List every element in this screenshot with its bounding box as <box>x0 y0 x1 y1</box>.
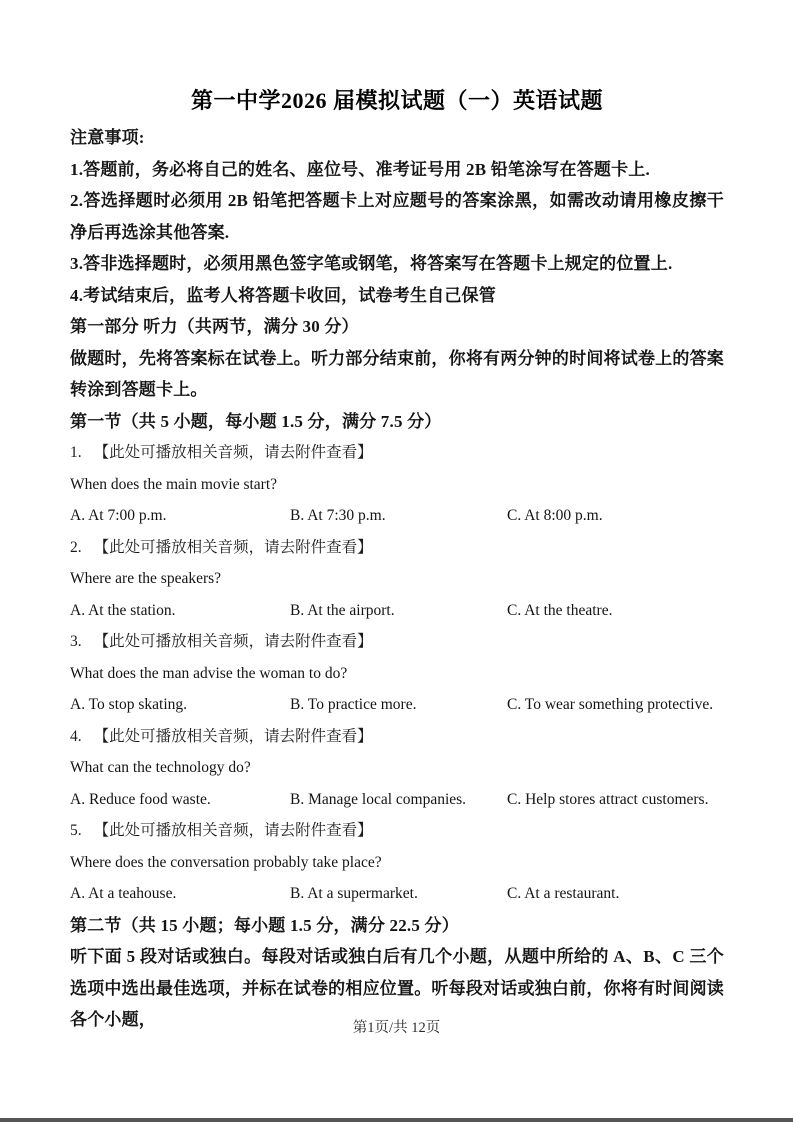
option-c: C. Help stores attract customers. <box>507 790 709 808</box>
question-block-2 <box>70 532 724 627</box>
audio-placeholder: 【此处可播放相关音频，请去附件查看】 <box>93 727 373 745</box>
question-4-options <box>70 784 724 816</box>
part1-intro: 做题时，先将答案标在试卷上。听力部分结束前，你将有两分钟的时间将试卷上的答案转涂到答题卡上。 <box>70 348 724 399</box>
audio-placeholder: 【此处可播放相关音频，请去附件查看】 <box>93 633 373 650</box>
option-a: A. At the station. <box>70 601 176 619</box>
question-3-text: What does the man advise the woman to do? <box>70 664 348 682</box>
notice-item-4: 4.考试结束后，监考人将答题卡收回，试卷考生自己保管 <box>70 285 496 305</box>
question-1-options <box>70 500 724 532</box>
question-5-number: 5. <box>70 822 82 839</box>
option-a: A. At a teahouse. <box>70 885 177 902</box>
option-b: B. At a supermarket. <box>290 885 418 902</box>
question-1-audio-line <box>70 437 724 469</box>
option-c: C. At 8:00 p.m. <box>507 507 603 524</box>
question-5-audio-line <box>70 815 724 847</box>
question-1-number: 1. <box>70 444 82 461</box>
audio-placeholder: 【此处可播放相关音频，请去附件查看】 <box>93 538 373 556</box>
option-a: A. Reduce food waste. <box>70 790 211 808</box>
option-c: C. At a restaurant. <box>507 885 620 902</box>
audio-placeholder: 【此处可播放相关音频，请去附件查看】 <box>93 822 373 839</box>
question-2-audio-line <box>70 532 724 564</box>
option-a: A. At 7:00 p.m. <box>70 507 167 524</box>
question-4-number: 4. <box>70 727 82 745</box>
question-block-1 <box>70 437 724 532</box>
notice-item-1: 1.答题前，务必将自己的姓名、座位号、准考证号用 2B 铅笔涂写在答题卡上. <box>70 159 650 179</box>
option-b: B. Manage local companies. <box>290 790 467 808</box>
question-3-audio-line <box>70 626 724 658</box>
section2-intro: 听下面 5 段对话或独白。每段对话或独白后有几个小题，从题中所给的 A、B、C 三个选项中选出最佳选项，并标在试卷的相应位置。听每段对话或独白前，你将有时间阅读各个小题， <box>70 947 724 1029</box>
question-2-number: 2. <box>70 538 82 556</box>
question-2-text: Where are the speakers? <box>70 570 222 587</box>
page-title: 第一中学2026 届模拟试题（一）英语试题 <box>190 88 603 113</box>
question-block-4 <box>70 721 724 816</box>
audio-placeholder: 【此处可播放相关音频，请去附件查看】 <box>93 444 373 461</box>
section2-heading: 第二节（共 15 小题；每小题 1.5 分，满分 22.5 分） <box>70 915 459 935</box>
option-c: C. At the theatre. <box>507 601 613 619</box>
notice-heading: 注意事项: <box>70 128 145 147</box>
notice-item-3: 3.答非选择题时，必须用黑色签字笔或钢笔，将答案写在答题卡上规定的位置上. <box>70 254 673 273</box>
question-3-options <box>70 689 724 721</box>
question-1-text: When does the main movie start? <box>70 475 278 493</box>
question-2-options <box>70 595 724 627</box>
option-b: B. To practice more. <box>290 696 417 713</box>
option-b: B. At 7:30 p.m. <box>290 507 386 524</box>
question-5-text: Where does the conversation probably take place? <box>70 853 382 871</box>
page-footer: 第1页/共 12页 <box>352 1020 441 1036</box>
option-c: C. To wear something protective. <box>507 696 714 713</box>
scan-edge-bottom <box>0 1118 793 1122</box>
question-block-5 <box>70 815 724 910</box>
option-a: A. To stop skating. <box>70 696 188 713</box>
section1-heading: 第一节（共 5 小题，每小题 1.5 分，满分 7.5 分） <box>70 411 442 431</box>
question-4-audio-line <box>70 721 724 753</box>
question-block-3 <box>70 626 724 721</box>
notice-item-2: 2.答选择题时必须用 2B 铅笔把答题卡上对应题号的答案涂黑，如需改动请用橡皮擦干净后再选涂其他答案. <box>70 191 724 242</box>
page-content <box>70 0 724 1036</box>
option-b: B. At the airport. <box>290 601 395 619</box>
question-3-number: 3. <box>70 633 82 650</box>
question-4-text: What can the technology do? <box>70 759 251 776</box>
part1-heading: 第一部分 听力（共两节，满分 30 分） <box>70 317 359 336</box>
question-5-options <box>70 878 724 910</box>
